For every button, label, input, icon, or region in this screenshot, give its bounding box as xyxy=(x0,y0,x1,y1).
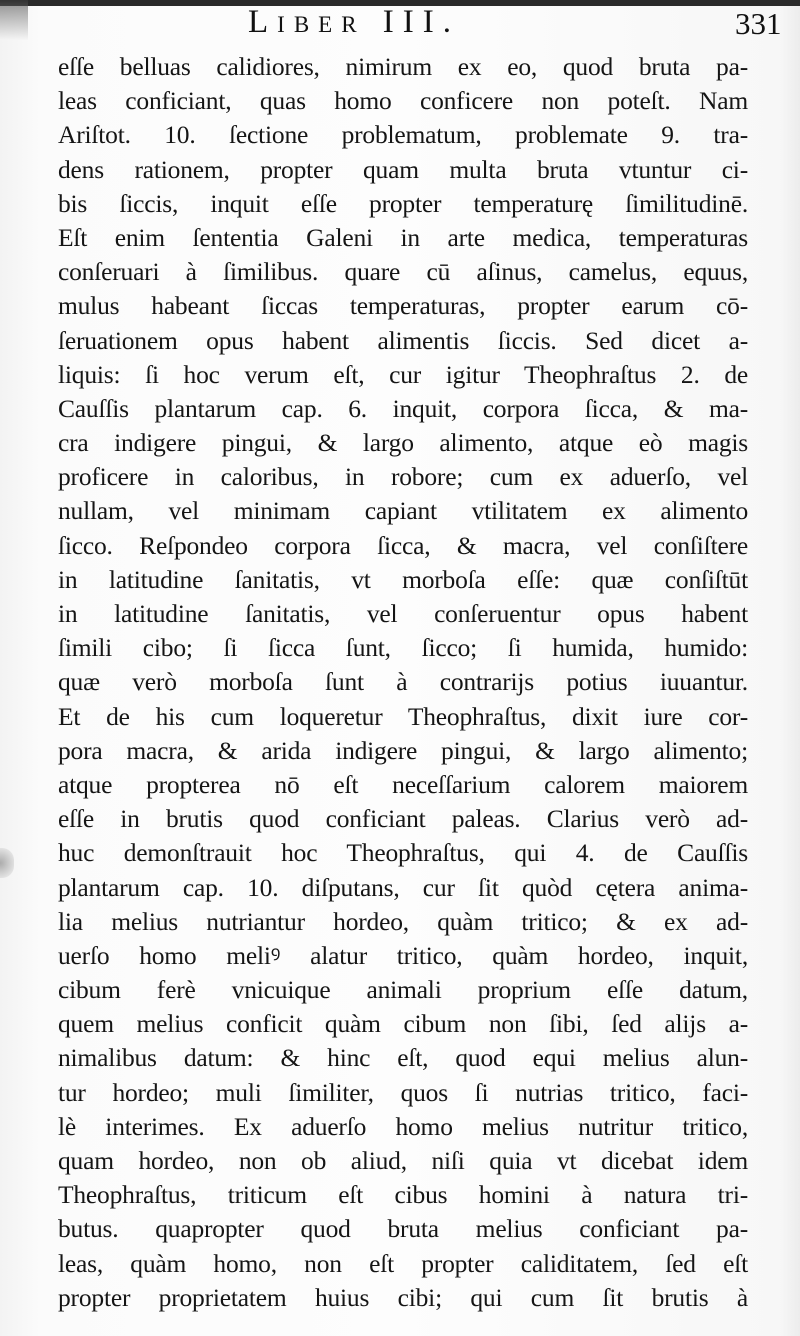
text-line: uerſo homo meliꝰ alatur tritico, quàm hordeo, inquit, xyxy=(58,940,748,970)
text-line: Et de his cum loqueretur Theophraſtus, dixit iure cor- xyxy=(58,701,748,731)
text-line: eſſe in brutis quod conficiant paleas. Clarius verò ad- xyxy=(58,804,748,834)
ink-blot xyxy=(0,848,14,878)
text-line: liquis: ſi hoc verum eſt, cur igitur Theophraſtus 2. de xyxy=(58,359,748,389)
text-line: leas, quàm homo, non eſt propter caliditatem, ſed eſt xyxy=(58,1248,748,1278)
running-head: Liber III. xyxy=(248,4,461,40)
text-line: in latitudine ſanitatis, vel conſeruentur opus habent xyxy=(58,599,748,628)
page-number: 331 xyxy=(735,6,782,41)
text-line: plantarum cap. 10. diſputans, cur ſit quòd cętera anima- xyxy=(58,872,748,902)
text-line: nimalibus datum: & hinc eſt, quod equi melius alun- xyxy=(58,1043,748,1073)
text-line: dens rationem, propter quam multa bruta vtuntur ci- xyxy=(58,154,748,184)
text-line: proficere in caloribus, in robore; cum ex aduerſo, vel xyxy=(58,462,748,492)
text-line: quæ verò morboſa ſunt à contrarijs potius iuuantur. xyxy=(58,667,748,697)
text-line: leas conficiant, quas homo conficere non poteſt. Nam xyxy=(58,86,748,116)
text-line: conſeruari à ſimilibus. quare cū aſinus, camelus, equus, xyxy=(58,257,748,287)
text-line: Eſt enim ſententia Galeni in arte medica, temperaturas xyxy=(58,222,748,252)
text-line: atque propterea nō eſt neceſſarium calorem maiorem xyxy=(58,769,748,799)
text-line: cra indigere pingui, & largo alimento, atque eò magis xyxy=(58,428,748,458)
text-line: lè interimes. Ex aduerſo homo melius nutritur tritico, xyxy=(58,1111,748,1141)
text-line: ſimili cibo; ſi ſicca ſunt, ſicco; ſi humida, humido: xyxy=(58,633,748,663)
text-line: Theophraſtus, triticum eſt cibus homini à natura tri- xyxy=(58,1180,748,1210)
text-line: butus. quapropter quod bruta melius conficiant pa- xyxy=(58,1214,748,1244)
text-line: nullam, vel minimam capiant vtilitatem ex alimento xyxy=(58,496,748,526)
text-line: in latitudine ſanitatis, vt morboſa eſſe: quæ conſiſtūt xyxy=(58,564,748,594)
text-line: ſeruationem opus habent alimentis ſiccis. Sed dicet a- xyxy=(58,325,748,355)
text-line: quem melius conficit quàm cibum non ſibi, ſed alijs a- xyxy=(58,1009,748,1039)
text-line: bis ſiccis, inquit eſſe propter temperaturę ſimilitudinē. xyxy=(58,188,748,218)
text-line: quam hordeo, non ob aliud, niſi quia vt dicebat idem xyxy=(58,1146,748,1175)
text-line: Ariſtot. 10. ſectione problematum, problemate 9. tra- xyxy=(58,120,748,150)
text-line: propter proprietatem huius cibi; qui cum ſit brutis à xyxy=(58,1282,748,1312)
text-line: mulus habeant ſiccas temperaturas, propter earum cō- xyxy=(58,291,748,321)
page-header xyxy=(0,2,800,42)
text-line: Cauſſis plantarum cap. 6. inquit, corpora ſicca, & ma- xyxy=(58,393,748,423)
text-line: huc demonſtrauit hoc Theophraſtus, qui 4. de Cauſſis xyxy=(58,838,748,868)
text-line: tur hordeo; muli ſimiliter, quos ſi nutrias tritico, faci- xyxy=(58,1077,748,1107)
text-line: pora macra, & arida indigere pingui, & largo alimento; xyxy=(58,735,748,765)
text-line: eſſe belluas calidiores, nimirum ex eo, quod bruta pa- xyxy=(58,52,748,81)
text-line: ſicco. Reſpondeo corpora ſicca, & macra, vel conſiſtere xyxy=(58,530,748,560)
text-line: lia melius nutriantur hordeo, quàm tritico; & ex ad- xyxy=(58,906,748,936)
text-line: cibum ferè vnicuique animali proprium eſſe datum, xyxy=(58,975,748,1005)
body-text xyxy=(58,50,748,1315)
